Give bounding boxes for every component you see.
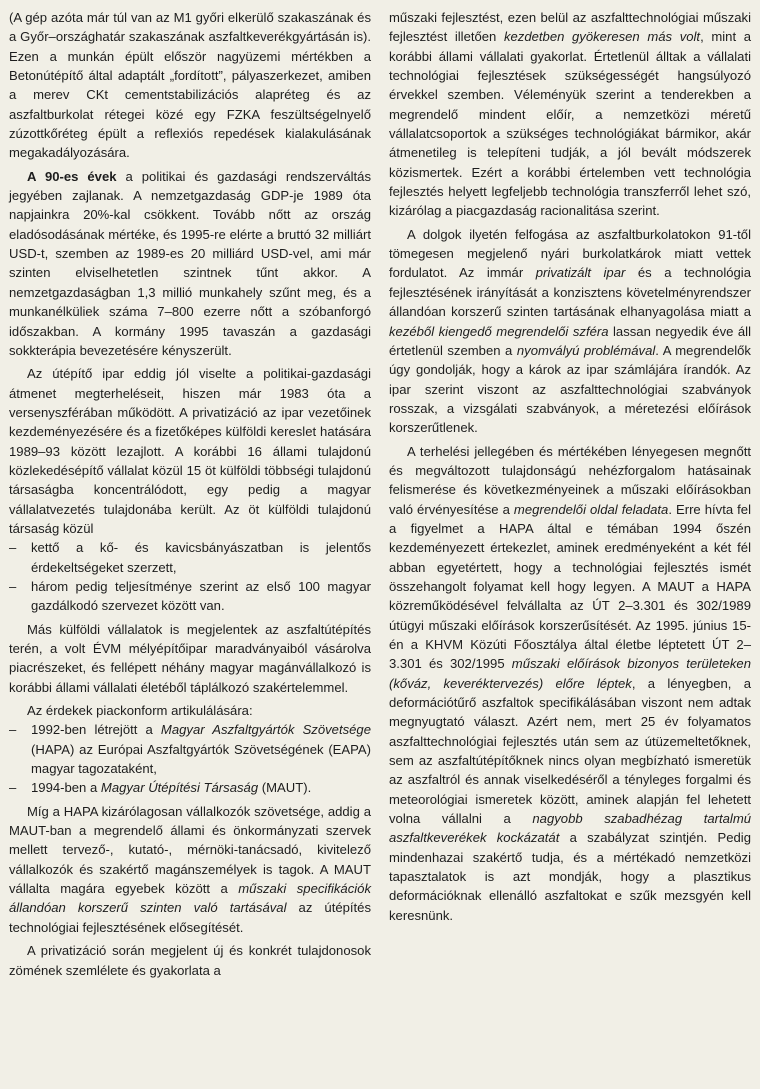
emphasis: műszaki specifikációk állandóan korszerű szinten való tartásával [9, 881, 371, 916]
list-item-text [31, 720, 371, 778]
emphasis: nyomvályú problémával [516, 342, 656, 358]
emphasis: privatizált ipar [535, 265, 626, 281]
paragraph: Az útépítő ipar eddig jól viselte a politikai-gazdasági átmenet megterheléseit, hiszen már 1983 óta a versenyszférában működött. A privatizáció az ipar vezetőinek kezdeményezésére és a fizetőképes külföldi kereslet hatására 1989–93 között lezajlott. A korábbi 16 állami tulajdonú közlekedésépítő vállalat közül 15 öt külföldi többségi tulajdonú társaságba koncentrálódott, egy pedig a magyar vállalatvezetés tulajdonába került. Az öt külföldi tulajdonú társaság közül [9, 366, 371, 536]
paragraph: (A gép azóta már túl van az M1 győri elkerülő szakaszának és a Győr–országhatár szakaszának aszfaltkeverékgyártásán is). Ezen a munkán épült először nagyüzemi mértékben a Betonútépítő által adaptált „fordított”, pályaszerkezet, amiben a merev CKt cementstabilizációs alapréteg és az aszfaltburkolat rétegei közé egy FZKA feszültségelnyelő zúzottkőréteg épült a reflexiós repedések kialakulásának megakadályozására. [9, 10, 371, 161]
text-run: . A megrendelők úgy gondolják, hogy a károk az ipar számlájára írandók. Az ipar szerint viszont az aszfalttechnológiai szabványok rosszak, a vizsgálati szabványok, a méretezési előírások korszerűtlenek. [389, 342, 751, 436]
paragraph: Az érdekek piackonform artikulálására: [27, 703, 253, 719]
paragraph [389, 8, 751, 221]
dash-list-item [9, 538, 371, 577]
paragraph: A privatizáció során megjelent új és konkrét tulajdonosok zömének szemlélete és gyakorlata a [9, 943, 371, 978]
emphasis: műszaki előírások bizonyos területeken (kőváz, keveréktervezés) előre léptek [389, 656, 751, 691]
paragraph [389, 442, 751, 926]
dash-marker: – [9, 722, 17, 738]
text-run: A terhelési jellegében és mértékében lényegesen megnőtt és megváltozott tulajdonságú nehézforgalom hatásainak felismerése és következményeinek a műszaki előírásokban való érvényesítése a [389, 443, 751, 517]
dash-marker: – [9, 578, 17, 594]
text-run: A dolgok ilyetén felfogása az aszfaltburkolatokon 91-től tömegesen megjelenő nyári burkolatkárok miatt vettek fordulatot. Az immár [389, 226, 751, 281]
dash-list-item [9, 577, 371, 616]
text-run: 1992-ben létrejött a [31, 722, 161, 738]
section-heading: A 90-es évek [27, 168, 117, 184]
text-run: , mint a korábbi állami vállalati gyakorlat. Értetlenül álltak a vállalati technológiai fejlesztések szükségességét hangsúlyozó érvekkel szemben. Véleményük szerint a tenderekben a megrendelő mindent előír, a nemzetközi méretű vállalatcsoportok a szükséges technológiákat bármikor, akár átmenetileg is telepíteni tudják, a jól bevált módszerek közismertek. Ezért a korábbi értelemben vett technológia fejlesztés helyett legfeljebb technológia transzferről lehet szó, kizárólag a piacgazdaság racionalitása szerint. [389, 29, 751, 219]
emphasis: kezdetben gyökeresen más volt [503, 29, 701, 45]
dash-list-item [9, 720, 371, 778]
text-run: műszaki fejlesztést, ezen belül az aszfalttechnológiai műszaki fejlesztést illetően [389, 10, 751, 45]
text-run: a szabályzat szintjén. Pedig mindenhazai szakértő tudja, és a mértékadó nemzetközi tapasztalatok is azt mondják, hogy a plasztikus deformációknak ellenálló aszfaltokat e szűk mezsgyén kell keresnünk. [389, 830, 751, 923]
text-run: a politikai és gazdasági rendszerváltás jegyében zajlanak. A nemzetgazdaság GDP-je 1989 óta napjainkra 20%-kal csökkent. Tovább nőtt az ország eladósodásának mértéke, és 1995-re elérte a bruttó 32 milliárt USD-t, szemben az 1989-es 20 milliárd USD-vel, ami már szinten elviselhetetlen szintnek tűnt akkor. A nemzetgazdaságban 1,3 millió munkahely szűnt meg, és a munkanélküliek száma 7–800 ezerre nőtt a szóbanforgó időszakban. A kormány 1995 tavaszán a gazdasági sokkterápia bevezetésére kényszerült. [9, 168, 371, 358]
dash-list-item [9, 778, 371, 797]
emphasis: megrendelői oldal feladata [513, 501, 669, 517]
paragraph [389, 225, 751, 438]
text-run: (HAPA) az Európai Aszfaltgyártók Szövetségének (EAPA) magyar tagozataként, [31, 741, 371, 777]
emphasis: nagyobb szabadhézag tartalmú aszfaltkeverékek kockázatát [389, 811, 752, 846]
text-run: . Erre hívta fel a figyelmet a HAPA által e témában 1994 őszén kezdeményezett értekezlet, aminek eredményeként a két fél abban egyetértett, hogy a technológiai fejlesztés ismét összehangolt folyamat kell hogy legyen. A MAUT a HAPA közreműködésével felvállalta az ÚT 2–3.301 és 302/1989 útügyi műszaki előírások korszerűsítését. Az 1995. június 15-én a KHVM Közúti Főosztálya által életbe léptetett ÚT 2–3.301 és 302/1995 [389, 501, 751, 672]
text-run: 1994-ben a [31, 780, 101, 796]
list-item-text: kettő a kő- és kavicsbányászatban is jelentős érdekeltségeket szerzett, [31, 540, 371, 575]
text-run: és a technológia fejlesztésének irányítását a konzisztens követelményrendszer állandóan korszerű szinten tartásának elhanyagolása miatt a [389, 265, 751, 320]
list-item-text: három pedig teljesítménye szerint az első 100 magyar gazdálkodó szervezet között van. [31, 578, 371, 614]
paragraph [9, 802, 371, 937]
text-run: , a lényegben, a deformációtűrő aszfaltok specifikálásában viszont nem adtak megnyugtató választ. Azért nem, mert 25 év folyamatos aszfalttechnológiai fejlesztés után sem az útüzemeltetőknek, sem az aszfaltútépítőknek nincs olyan megbízható ismeretük az aszfaltról és annak viselkedéséről a tényleges forgalmi és meteorológiai ismeretek között, aminek alapján fel lehetett volna vállalni a [389, 675, 751, 827]
text-run: lassan negyedik éve áll értetlenül szemben a [389, 323, 751, 358]
dash-marker: – [9, 780, 17, 796]
text-run: az útépítés technológiai fejlesztésének elősegítését. [9, 900, 372, 935]
emphasis: kezéből kiengedő megrendelői szféra [389, 323, 609, 339]
paragraph: Más külföldi vállalatok is megjelentek az aszfaltútépítés terén, a volt ÉVM mélyépítőipar maradványaiból vásárolva piacrészeket, és fellépett néhány magyar magánvállalkozó is korábbi állami vállalati életéből táplálkozó szakértelemmel. [9, 621, 371, 695]
organization-name: Magyar Útépítési Társaság [100, 780, 259, 796]
organization-name: Magyar Aszfaltgyártók Szövetsége [160, 722, 371, 738]
right-column [389, 8, 751, 1089]
dash-marker: – [9, 540, 17, 556]
paragraph [9, 167, 371, 360]
list-item-text [31, 778, 371, 797]
text-run: (MAUT). [258, 780, 312, 796]
left-column [9, 8, 371, 1089]
text-run: Míg a HAPA kizárólagosan vállalkozók szövetsége, addig a MAUT-ban a megrendelő állami és önkormányzati szervek mellett tervező-, kutató-, mérnöki-tanácsadó, kivitelező vállalkozók és szakértő magánszemélyek is tagok. A MAUT vállalta magára egyebek között a [9, 803, 371, 897]
